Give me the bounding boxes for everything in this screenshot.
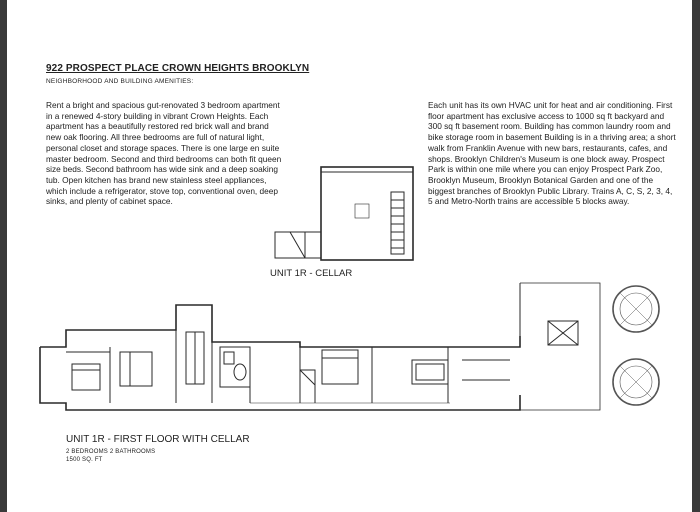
description-right: Each unit has its own HVAC unit for heat and air conditioning. First floor apartment has exclusive access to 1000 sq ft backyard and 300 sq ft basement room. Building has common laundry room and bike storage room in basement Building is in a thriving area; a short walk from Franklin Avenue with new bars, restaurants, cafes, and shops. Brooklyn Children's Museum is one block away. Prospect Park is within one mile where you can enjoy Prospect Park Zoo, Brooklyn Museum, Brooklyn Botanical Garden and one of the biggest branches of Brooklyn Public Library. Trains A, C, S, 2, 3, 4, 5 and Metro-North trains are accessible 5 blocks away. <box>428 100 676 207</box>
first-floor-plan <box>40 283 600 410</box>
amenities-subtitle: NEIGHBORHOOD AND BUILDING AMENITIES: <box>46 78 194 85</box>
description-left: Rent a bright and spacious gut-renovated 3 bedroom apartment in a renewed 4-story building in vibrant Crown Heights. Each apartment has a beautifully restored red brick wall and brand new oak flooring. All three bedrooms are full of natural light, personal closet and storage spaces. There is one large en suite master bedroom. Second and third bedrooms can both fit queen size beds. Second bathroom has wide sink and a deep soaking tub. Open kitchen has brand new stainless steel appliances, which include a refrigerator, stove top, conventional oven, deep sinks, and plenty of cabinet space. <box>46 100 282 207</box>
square-footage-text: 1500 SQ. FT <box>66 457 103 463</box>
cellar-plan-label: UNIT 1R - CELLAR <box>270 268 353 279</box>
bedrooms-bathrooms-text: 2 BEDROOMS 2 BATHROOMS <box>66 449 156 455</box>
cellar-plan <box>275 167 413 260</box>
page-title: 922 PROSPECT PLACE CROWN HEIGHTS BROOKLYN <box>46 63 310 74</box>
first-floor-plan-label: UNIT 1R - FIRST FLOOR WITH CELLAR <box>66 434 250 445</box>
backyard-trees <box>613 286 659 405</box>
